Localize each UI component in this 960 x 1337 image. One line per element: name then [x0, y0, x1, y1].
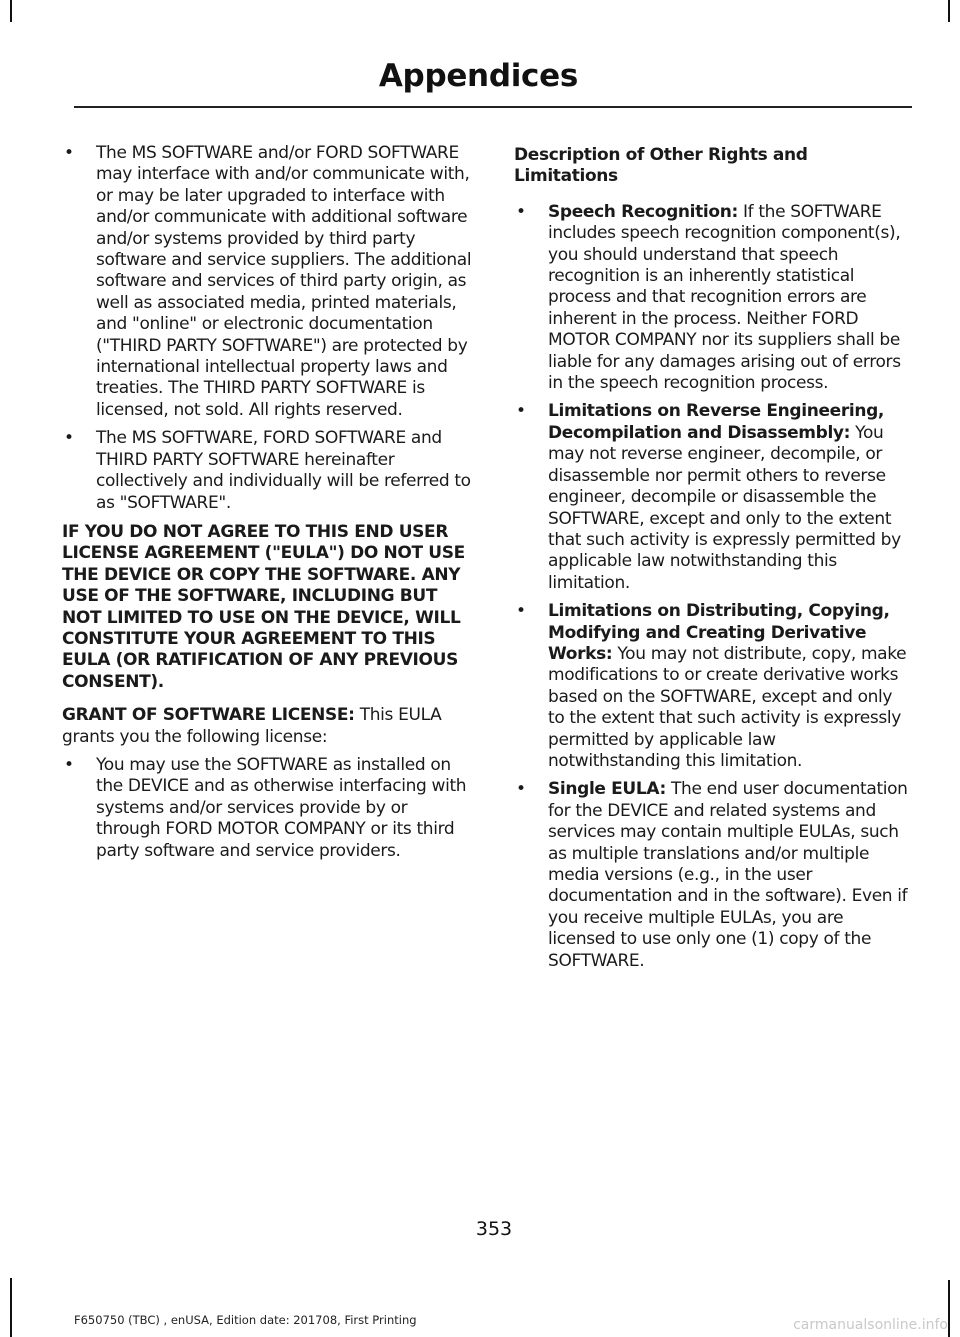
list-item-text: The MS SOFTWARE and/or FORD SOFTWARE may interface with and/or communicate with, or may be later upgraded to interface with and/or communicate with additional software and/or systems provided by third party software and service suppliers. The additional software and services of third party origin, as well as associated media, printed materials, and "online" or electronic documentation ("THIRD PARTY SOFTWARE") are protected by international intellectual property laws and treaties. The THIRD PARTY SOFTWARE is licensed, not sold. All rights reserved. [96, 143, 472, 420]
list-item-text: You may use the SOFTWARE as installed on the DEVICE and as otherwise interfacing with systems and/or services provide by or through FORD MOTOR COMPANY or its third party software and service providers. [96, 754, 467, 861]
item-label: Limitations on Reverse Engineering, Decompilation and Disassembly: [548, 401, 885, 443]
eula-notice: IF YOU DO NOT AGREE TO THIS END USER LICENSE AGREEMENT ("EULA") DO NOT USE THE DEVICE OR COPY THE SOFTWARE. ANY USE OF THE SOFTWARE, INCLUDING BUT NOT LIMITED TO USE ON THE DEVICE, WILL CONSTITUTE YOUR AGREEMENT TO THIS EULA (OR RATIFICATION OF ANY PREVIOUS CONSENT). [62, 521, 465, 692]
crop-mark-bottom-right [948, 1280, 950, 1337]
item-text: The end user documentation for the DEVICE and related systems and services may contain multiple EULAs, such as multiple translations and/or multiple media versions (e.g., in the user documentation and in the software). Even if you receive multiple EULAs, you are licensed to use only one (1) copy of the SOFTWARE. [548, 779, 908, 971]
list-item [514, 401, 910, 594]
bullet-icon: • [64, 143, 74, 163]
bullet-icon: • [64, 428, 74, 449]
list-item [514, 779, 910, 972]
list-item [62, 755, 476, 862]
header-divider [74, 106, 912, 108]
item-label: Limitations on Distributing, Copying, Modifying and Creating Derivative Works: [548, 601, 890, 664]
item-text: You may not distribute, copy, make modifications to or create derivative works based on the SOFTWARE, except and only to the extent that such activity is expressly permitted by applicable law notwithstanding this limitation. [548, 643, 907, 771]
list-item [62, 428, 476, 514]
left-bullet-list-bottom [62, 755, 476, 862]
list-item [62, 143, 476, 421]
bullet-icon: • [516, 201, 526, 222]
edition-footer: F650750 (TBC) , enUSA, Edition date: 201708, First Printing [74, 1313, 417, 1327]
crop-mark-bottom-left [10, 1278, 12, 1337]
left-bullet-list-top [62, 143, 476, 514]
item-text: If the SOFTWARE includes speech recognition component(s), you should understand that speech recognition is an inherently statistical process and that recognition errors are inherent in the process. Neither FORD MOTOR COMPANY nor its suppliers shall be liable for any damages arising out of errors in the speech recognition process. [548, 201, 901, 394]
page-number: 353 [475, 1218, 513, 1240]
grant-text: This EULA grants you the following license: [62, 705, 442, 747]
bullet-icon: • [516, 779, 526, 800]
bullet-icon: • [516, 601, 526, 622]
left-column [62, 143, 476, 869]
item-text: You may not reverse engineer, decompile, or disassemble nor permit others to reverse engineer, decompile or disassemble the SOFTWARE, except and only to the extent that such activity is expressly permitted by applicable law notwithstanding this limitation. [548, 422, 901, 593]
item-label: Single EULA: [548, 779, 666, 800]
section-heading: Description of Other Rights and Limitations [514, 145, 808, 187]
grant-paragraph [62, 705, 476, 748]
crop-mark-top-right [948, 0, 950, 22]
watermark: carmanualsonline.info [793, 1317, 948, 1333]
right-column [514, 143, 910, 979]
grant-label: GRANT OF SOFTWARE LICENSE: [62, 705, 355, 726]
rights-bullet-list [514, 202, 910, 972]
bullet-icon: • [64, 754, 74, 775]
list-item-text: The MS SOFTWARE, FORD SOFTWARE and THIRD PARTY SOFTWARE hereinafter collectively and individually will be referred to as "SOFTWARE". [96, 428, 471, 513]
crop-mark-top-left [10, 0, 12, 22]
page-title: Appendices [378, 58, 578, 94]
list-item [514, 202, 910, 395]
item-label: Speech Recognition: [548, 201, 738, 222]
list-item [514, 601, 910, 772]
bullet-icon: • [516, 401, 526, 422]
